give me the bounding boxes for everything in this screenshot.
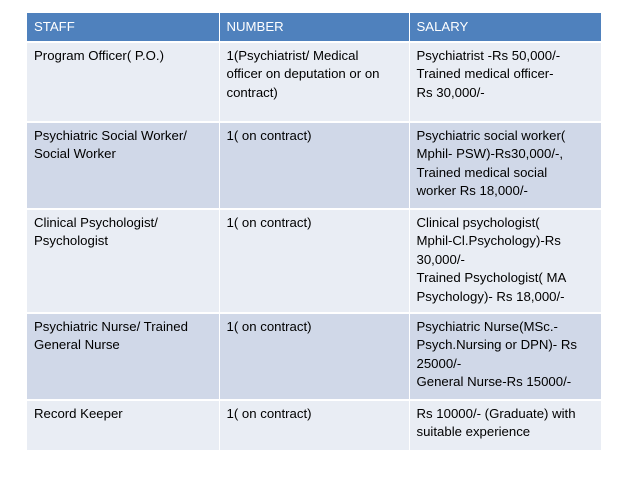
cell-line: Clinical Psychologist/: [34, 215, 158, 230]
cell-staff: [27, 122, 219, 209]
cell-line: 1(Psychiatrist/ Medical: [226, 48, 359, 63]
cell-line: officer on deputation or on: [226, 66, 380, 82]
table-row: [27, 42, 601, 122]
cell-number: [219, 400, 409, 450]
cell-salary: [409, 42, 601, 122]
cell-line: Rs 10000/- (Graduate) with: [416, 406, 576, 422]
cell-line: Psychiatric Nurse/ Trained: [34, 319, 188, 335]
cell-staff: [27, 400, 219, 450]
table-row: [27, 209, 601, 313]
cell-line: 1( on contract): [226, 128, 312, 143]
cell-staff: [27, 209, 219, 313]
cell-line: 1( on contract): [226, 215, 312, 230]
header-number: NUMBER: [219, 13, 409, 42]
header-staff: STAFF: [27, 13, 219, 42]
cell-line: 1( on contract): [226, 406, 312, 422]
cell-number: [219, 122, 409, 209]
staff-table: [27, 13, 601, 450]
cell-line: Psychiatric Nurse(MSc.-: [416, 319, 558, 335]
cell-line: Trained medical officer-: [416, 66, 554, 82]
cell-line: Trained medical social: [416, 164, 548, 180]
cell-line: General Nurse: [34, 337, 120, 353]
cell-line: 1( on contract): [226, 319, 312, 335]
cell-line: Mphil-Cl.Psychology)-Rs: [416, 233, 561, 249]
cell-line: Clinical psychologist(: [416, 215, 540, 230]
cell-line: Psychiatrist -Rs 50,000/-: [416, 48, 561, 63]
cell-line: Psychiatric Social Worker/: [34, 128, 187, 143]
cell-line: Social Worker: [34, 146, 116, 162]
table-row: [27, 313, 601, 400]
cell-line: Psychology)- Rs 18,000/-: [416, 288, 565, 304]
cell-staff: [27, 42, 219, 122]
cell-line: Psych.Nursing or DPN)- Rs: [416, 337, 577, 353]
table-row: [27, 400, 601, 450]
cell-line: contract): [226, 84, 278, 100]
table-row: [27, 122, 601, 209]
cell-salary: [409, 313, 601, 400]
cell-number: [219, 42, 409, 122]
cell-staff: [27, 313, 219, 400]
cell-line: Program Officer( P.O.): [34, 48, 164, 63]
cell-line: 30,000/-: [416, 251, 465, 267]
cell-line: Record Keeper: [34, 406, 123, 422]
cell-line: Psychiatric social worker(: [416, 128, 566, 143]
cell-line: Rs 30,000/-: [416, 84, 485, 100]
table-body: [27, 42, 601, 450]
cell-line: suitable experience: [416, 424, 531, 440]
cell-salary: [409, 209, 601, 313]
cell-number: [219, 209, 409, 313]
cell-line: Psychologist: [34, 233, 109, 249]
cell-number: [219, 313, 409, 400]
cell-salary: [409, 400, 601, 450]
cell-line: Mphil- PSW)-Rs30,000/-,: [416, 146, 564, 162]
header-row: [27, 13, 601, 42]
header-salary: SALARY: [409, 13, 601, 42]
cell-line: 25000/-: [416, 355, 462, 371]
cell-line: General Nurse-Rs 15000/-: [416, 374, 572, 390]
cell-salary: [409, 122, 601, 209]
cell-line: Trained Psychologist( MA: [416, 270, 567, 286]
cell-line: worker Rs 18,000/-: [416, 183, 528, 199]
